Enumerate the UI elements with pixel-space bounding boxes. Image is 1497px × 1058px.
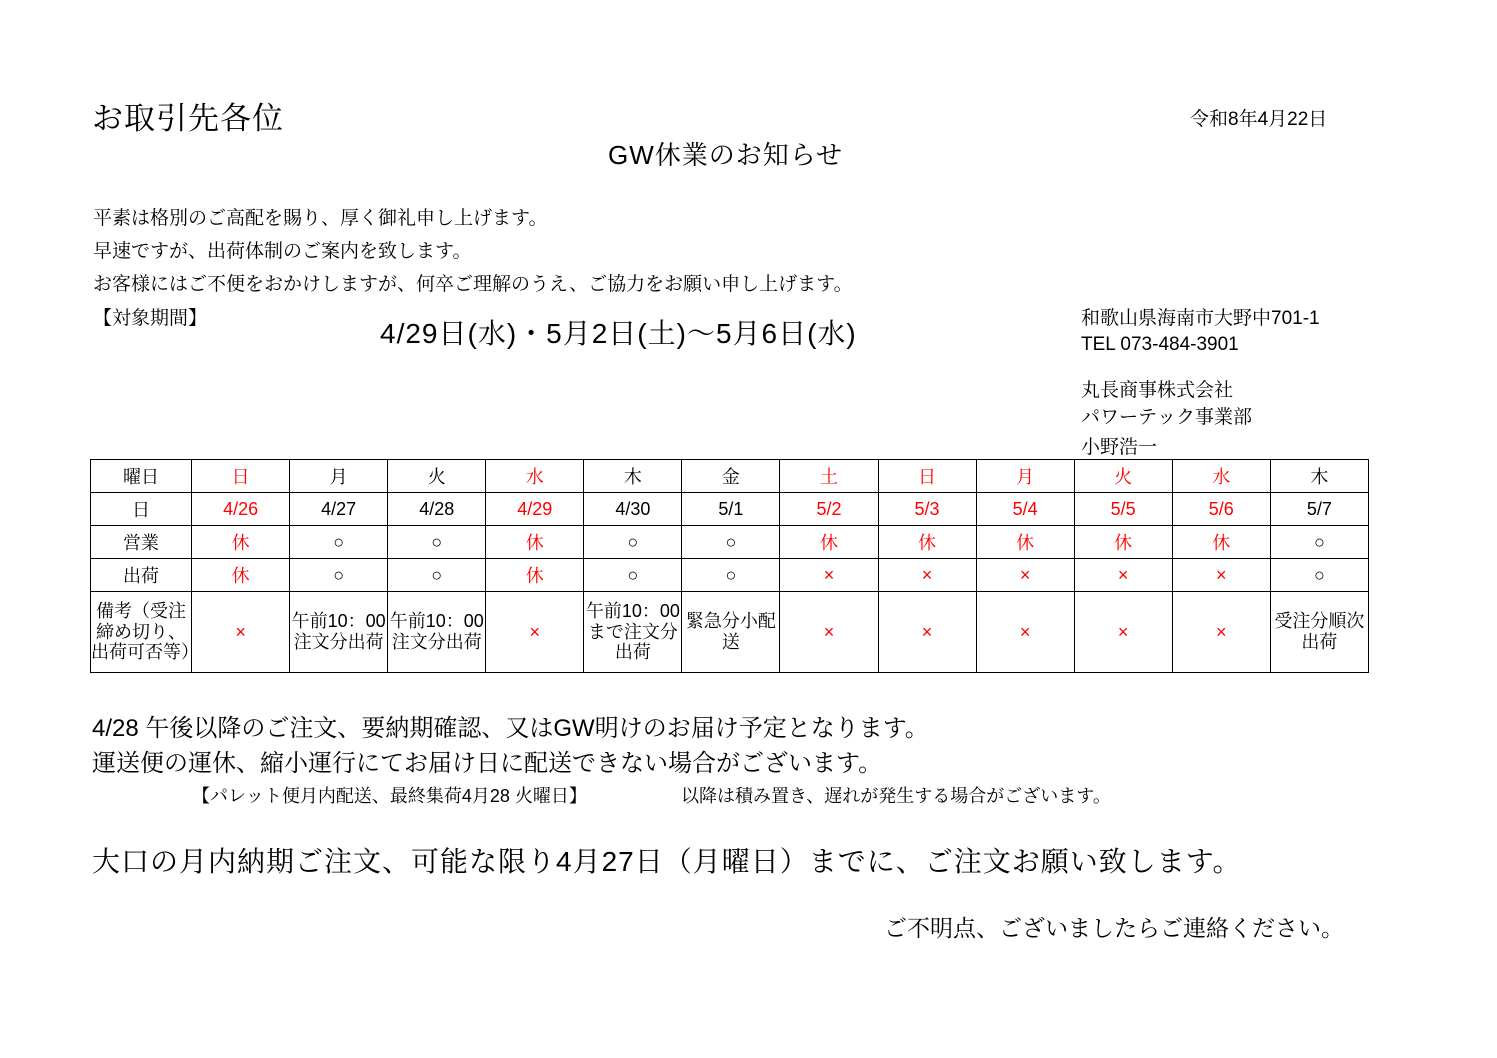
cell-shipping: × <box>1172 559 1270 592</box>
row-header-remark: 備考（受注締め切り、出荷可否等） <box>91 592 192 673</box>
cell-remark: × <box>486 592 584 673</box>
table-row-business <box>91 526 1369 559</box>
company-division: パワーテック事業部 <box>1081 407 1253 428</box>
cell-business: 休 <box>486 526 584 559</box>
cell-business: 休 <box>976 526 1074 559</box>
cell-business: 休 <box>1172 526 1270 559</box>
period-label: 【対象期間】 <box>93 308 208 329</box>
cell-weekday: 火 <box>1074 460 1172 493</box>
recipient-heading: お取引先各位 <box>92 101 284 136</box>
cell-business: 休 <box>192 526 290 559</box>
cell-business: 休 <box>1074 526 1172 559</box>
cell-weekday: 日 <box>878 460 976 493</box>
table-row-remark <box>91 592 1369 673</box>
note-line-3a: 【パレット便月内配送、最終集荷4月28 火曜日】 <box>192 786 587 806</box>
schedule-table <box>90 459 1369 673</box>
cell-date: 5/3 <box>878 493 976 526</box>
cell-date: 5/7 <box>1270 493 1368 526</box>
cell-weekday: 日 <box>192 460 290 493</box>
cell-date: 4/28 <box>388 493 486 526</box>
cell-shipping: 休 <box>192 559 290 592</box>
cell-date: 4/30 <box>584 493 682 526</box>
cell-shipping: × <box>878 559 976 592</box>
row-header-date: 日 <box>91 493 192 526</box>
cell-weekday: 木 <box>1270 460 1368 493</box>
greeting-line-2: 早速ですが、出荷体制のご案内を致します。 <box>93 241 472 262</box>
cell-shipping: × <box>780 559 878 592</box>
cell-weekday: 金 <box>682 460 780 493</box>
cell-remark: × <box>780 592 878 673</box>
note-emphasis: 大口の月内納期ご注文、可能な限り4月27日（月曜日）までに、ご注文お願い致します。 <box>92 846 1242 877</box>
row-header-business: 営業 <box>91 526 192 559</box>
cell-date: 5/2 <box>780 493 878 526</box>
note-line-3b: 以降は積み置き、遅れが発生する場合がございます。 <box>681 786 1111 806</box>
period-value: 4/29日(水)・5月2日(土)〜5月6日(水) <box>380 318 857 349</box>
document-date: 令和8年4月22日 <box>1190 109 1328 130</box>
note-line-2: 運送便の運休、縮小運行にてお届け日に配送できない場合がございます。 <box>92 750 883 777</box>
cell-weekday: 水 <box>486 460 584 493</box>
cell-shipping: ○ <box>290 559 388 592</box>
cell-business: 休 <box>780 526 878 559</box>
cell-remark: × <box>192 592 290 673</box>
table-row-weekday <box>91 460 1369 493</box>
cell-weekday: 月 <box>290 460 388 493</box>
greeting-line-3: お客様にはご不便をおかけしますが、何卒ご理解のうえ、ご協力をお願い申し上げます。 <box>93 274 853 295</box>
cell-date: 4/27 <box>290 493 388 526</box>
cell-remark: × <box>1172 592 1270 673</box>
cell-remark: 午前10：00注文分出荷 <box>388 592 486 673</box>
row-header-shipping: 出荷 <box>91 559 192 592</box>
cell-date: 5/5 <box>1074 493 1172 526</box>
cell-shipping: 休 <box>486 559 584 592</box>
row-header-weekday: 曜日 <box>91 460 192 493</box>
table-row-date <box>91 493 1369 526</box>
cell-date: 5/6 <box>1172 493 1270 526</box>
cell-business: 休 <box>878 526 976 559</box>
cell-remark: 午前10：00注文分出荷 <box>290 592 388 673</box>
cell-shipping: ○ <box>584 559 682 592</box>
cell-remark: 午前10：00まで注文分出荷 <box>584 592 682 673</box>
cell-business: ○ <box>584 526 682 559</box>
cell-remark: 受注分順次出荷 <box>1270 592 1368 673</box>
cell-shipping: × <box>1074 559 1172 592</box>
cell-remark: × <box>878 592 976 673</box>
note-closing: ご不明点、ございましたらご連絡ください。 <box>884 915 1344 941</box>
cell-business: ○ <box>682 526 780 559</box>
cell-business: ○ <box>290 526 388 559</box>
cell-remark: 緊急分小配送 <box>682 592 780 673</box>
cell-weekday: 土 <box>780 460 878 493</box>
cell-weekday: 月 <box>976 460 1074 493</box>
cell-weekday: 火 <box>388 460 486 493</box>
cell-date: 4/26 <box>192 493 290 526</box>
cell-remark: × <box>1074 592 1172 673</box>
greeting-line-1: 平素は格別のご高配を賜り、厚く御礼申し上げます。 <box>93 208 548 229</box>
company-tel: TEL 073-484-3901 <box>1081 334 1239 355</box>
cell-shipping: ○ <box>682 559 780 592</box>
cell-business: ○ <box>1270 526 1368 559</box>
cell-shipping: ○ <box>388 559 486 592</box>
cell-date: 5/4 <box>976 493 1074 526</box>
cell-remark: × <box>976 592 1074 673</box>
cell-business: ○ <box>388 526 486 559</box>
table-row-shipping <box>91 559 1369 592</box>
company-contact-person: 小野浩一 <box>1081 437 1158 458</box>
cell-date: 5/1 <box>682 493 780 526</box>
cell-shipping: × <box>976 559 1074 592</box>
cell-weekday: 水 <box>1172 460 1270 493</box>
note-line-1: 4/28 午後以降のご注文、要納期確認、又はGW明けのお届け予定となります。 <box>92 715 929 742</box>
document-title: GW休業のお知らせ <box>608 140 843 170</box>
cell-shipping: ○ <box>1270 559 1368 592</box>
cell-weekday: 木 <box>584 460 682 493</box>
cell-date: 4/29 <box>486 493 584 526</box>
company-address: 和歌山県海南市大野中701-1 <box>1081 308 1320 329</box>
company-name: 丸長商事株式会社 <box>1081 380 1234 401</box>
